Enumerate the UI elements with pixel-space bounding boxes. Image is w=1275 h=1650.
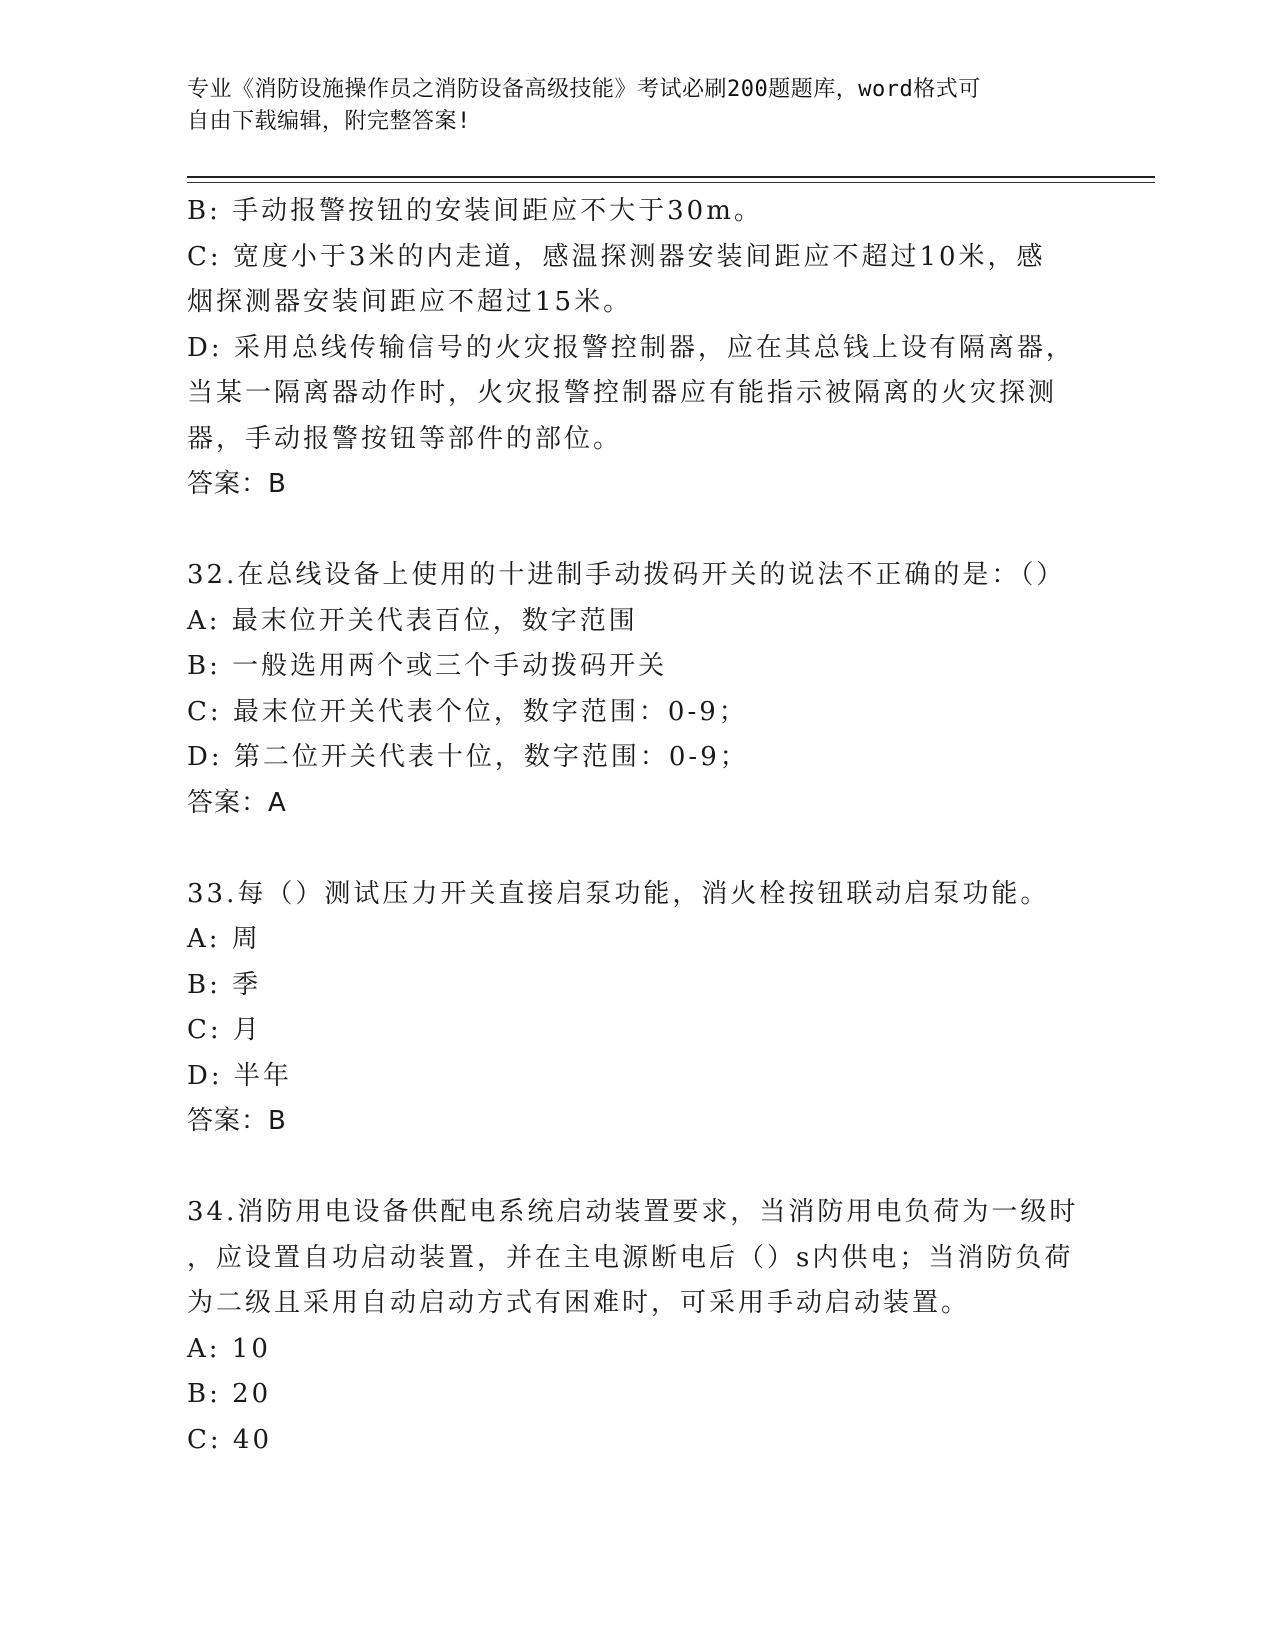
option-a: A: 周: [187, 924, 261, 954]
answer-label: 答案：A: [187, 787, 287, 818]
option-d: D: 第二位开关代表十位，数字范围：0-9；: [187, 742, 749, 772]
option-d-line-3: 器，手动报警按钮等部件的部位。: [187, 423, 623, 454]
header-divider-thick: [187, 176, 1155, 178]
option-c-line-2: 烟探测器安装间距应不超过15米。: [187, 287, 633, 317]
question-stem-line-1: 34.消防用电设备供配电系统启动装置要求，当消防用电负荷为一级时: [187, 1197, 1079, 1227]
header-divider-thin: [187, 182, 1155, 183]
option-c-line-1: C: 宽度小于3米的内走道，感温探测器安装间距应不超过10米，感: [187, 241, 1046, 272]
question-31-tail: [187, 189, 1077, 508]
spacer: [187, 826, 1077, 872]
question-stem: 32.在总线设备上使用的十进制手动拨码开关的说法不正确的是：（）: [187, 560, 1066, 590]
spacer: [187, 508, 1077, 554]
answer-label: 答案：B: [187, 469, 287, 499]
option-a: A: 最末位开关代表百位，数字范围: [187, 605, 638, 636]
answer-label: 答案：B: [187, 1106, 287, 1136]
option-b: B: 季: [187, 969, 262, 1000]
option-b: B: 一般选用两个或三个手动拨码开关: [187, 651, 668, 681]
option-d-line-2: 当某一隔离器动作时，火灾报警控制器应有能指示被隔离的火灾探测: [187, 378, 1058, 408]
question-34: [187, 1190, 1077, 1463]
header-line-2: 自由下载编辑，附完整答案!: [187, 109, 471, 134]
page-header: [187, 74, 1087, 138]
question-33: [187, 872, 1077, 1145]
option-c: C: 最末位开关代表个位，数字范围：0-9；: [187, 696, 748, 727]
question-stem-line-2: ，应设置自功启动装置，并在主电源断电后（）s内供电；当消防负荷: [187, 1242, 1074, 1273]
header-line-1: 专业《消防设施操作员之消防设备高级技能》考试必刷200题题库，word格式可: [187, 77, 981, 102]
question-32: [187, 553, 1077, 826]
option-c: C: 40: [187, 1424, 273, 1455]
option-d: D: 半年: [187, 1060, 292, 1091]
question-stem-line-3: 为二级且采用自动启动方式有困难时，可采用手动启动装置。: [187, 1288, 971, 1318]
spacer: [187, 1145, 1077, 1191]
question-content: [187, 189, 1077, 1463]
option-c: C: 月: [187, 1015, 262, 1045]
option-b: B: 20: [187, 1379, 272, 1409]
option-a: A: 10: [187, 1333, 271, 1364]
option-d-line-1: D: 采用总线传输信号的火灾报警控制器，应在其总钱上设有隔离器，: [187, 332, 1075, 363]
option-b: B: 手动报警按钮的安装间距应不大于30m。: [187, 196, 763, 226]
question-stem: 33.每（）测试压力开关直接启泵功能，消火栓按钮联动启泵功能。: [187, 878, 1050, 909]
